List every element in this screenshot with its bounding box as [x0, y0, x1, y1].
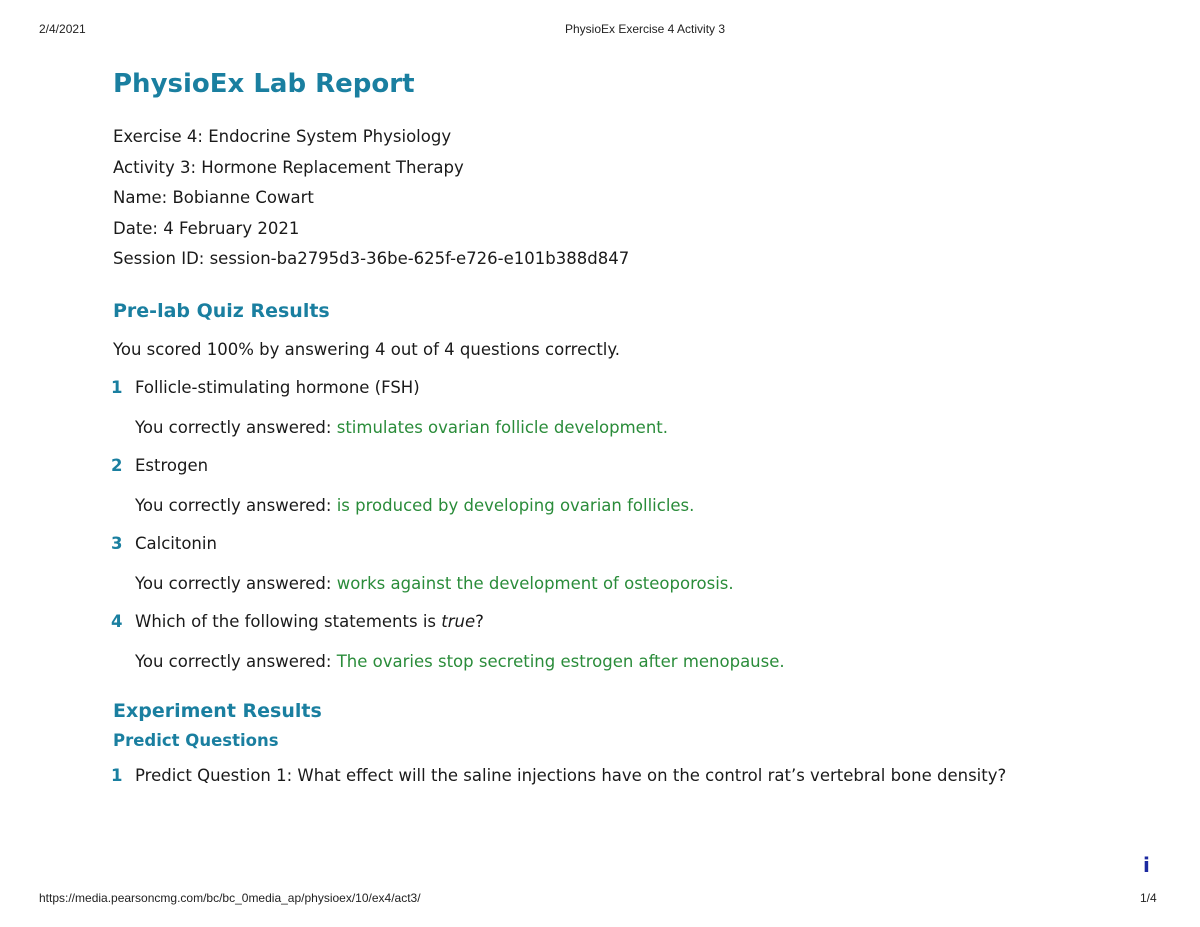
question-text — [135, 609, 1113, 635]
page-number: 1/4 — [1140, 891, 1157, 905]
quiz-question — [113, 531, 1113, 597]
print-date: 2/4/2021 — [39, 22, 86, 36]
question-answer — [135, 649, 1113, 675]
experiment-heading: Experiment Results — [113, 699, 322, 722]
predict-number: 1 — [111, 765, 123, 785]
question-text: Follicle-stimulating hormone (FSH) — [135, 377, 420, 397]
correct-answer: works against the development of osteoporosis. — [336, 573, 734, 593]
activity-line: Activity 3: Hormone Replacement Therapy — [113, 157, 464, 177]
question-text: Estrogen — [135, 455, 209, 475]
question-answer — [135, 571, 1113, 597]
predict-subheading: Predict Questions — [113, 730, 279, 750]
quiz-question — [113, 375, 1113, 441]
question-text-emphasis: true — [441, 611, 476, 631]
question-number: 4 — [111, 611, 123, 631]
answer-prefix: You correctly answered: — [135, 651, 337, 671]
answer-prefix: You correctly answered: — [135, 495, 337, 515]
exercise-line: Exercise 4: Endocrine System Physiology — [113, 127, 452, 146]
print-header — [0, 22, 1200, 38]
print-title: PhysioEx Exercise 4 Activity 3 — [564, 22, 726, 36]
predict-question — [113, 763, 1113, 789]
report-title: PhysioEx Lab Report — [113, 69, 415, 99]
question-text: Calcitonin — [135, 533, 217, 553]
date-line: Date: 4 February 2021 — [113, 218, 300, 238]
answer-prefix: You correctly answered: — [135, 573, 337, 593]
answer-prefix: You correctly answered: — [135, 417, 337, 437]
lab-report — [113, 64, 1113, 789]
print-url: https://media.pearsoncmg.com/bc/bc_0media_ap/physioex/10/ex4/act3/ — [39, 891, 421, 905]
correct-answer: stimulates ovarian follicle development. — [336, 417, 669, 437]
quiz-question — [113, 609, 1113, 675]
name-line: Name: Bobianne Cowart — [113, 188, 314, 207]
correct-answer: The ovaries stop secreting estrogen after menopause. — [336, 651, 785, 671]
session-line: Session ID: session-ba2795d3-36be-625f-e726-e101b388d847 — [113, 249, 630, 268]
question-answer — [135, 415, 1113, 441]
info-icon[interactable]: i — [1143, 853, 1150, 877]
question-answer — [135, 493, 1113, 519]
report-meta — [113, 122, 1113, 275]
question-text-before: Which of the following statements is — [135, 611, 442, 631]
quiz-score: You scored 100% by answering 4 out of 4 questions correctly. — [113, 339, 621, 359]
question-text-after: ? — [475, 611, 484, 631]
question-number: 2 — [111, 455, 123, 475]
quiz-question — [113, 453, 1113, 519]
correct-answer: is produced by developing ovarian follicles. — [336, 495, 695, 515]
question-number: 3 — [111, 533, 123, 553]
prelab-heading: Pre-lab Quiz Results — [113, 299, 330, 322]
question-number: 1 — [111, 377, 123, 397]
predict-text: Predict Question 1: What effect will the saline injections have on the control rat’s vertebral bone density? — [135, 765, 1007, 785]
